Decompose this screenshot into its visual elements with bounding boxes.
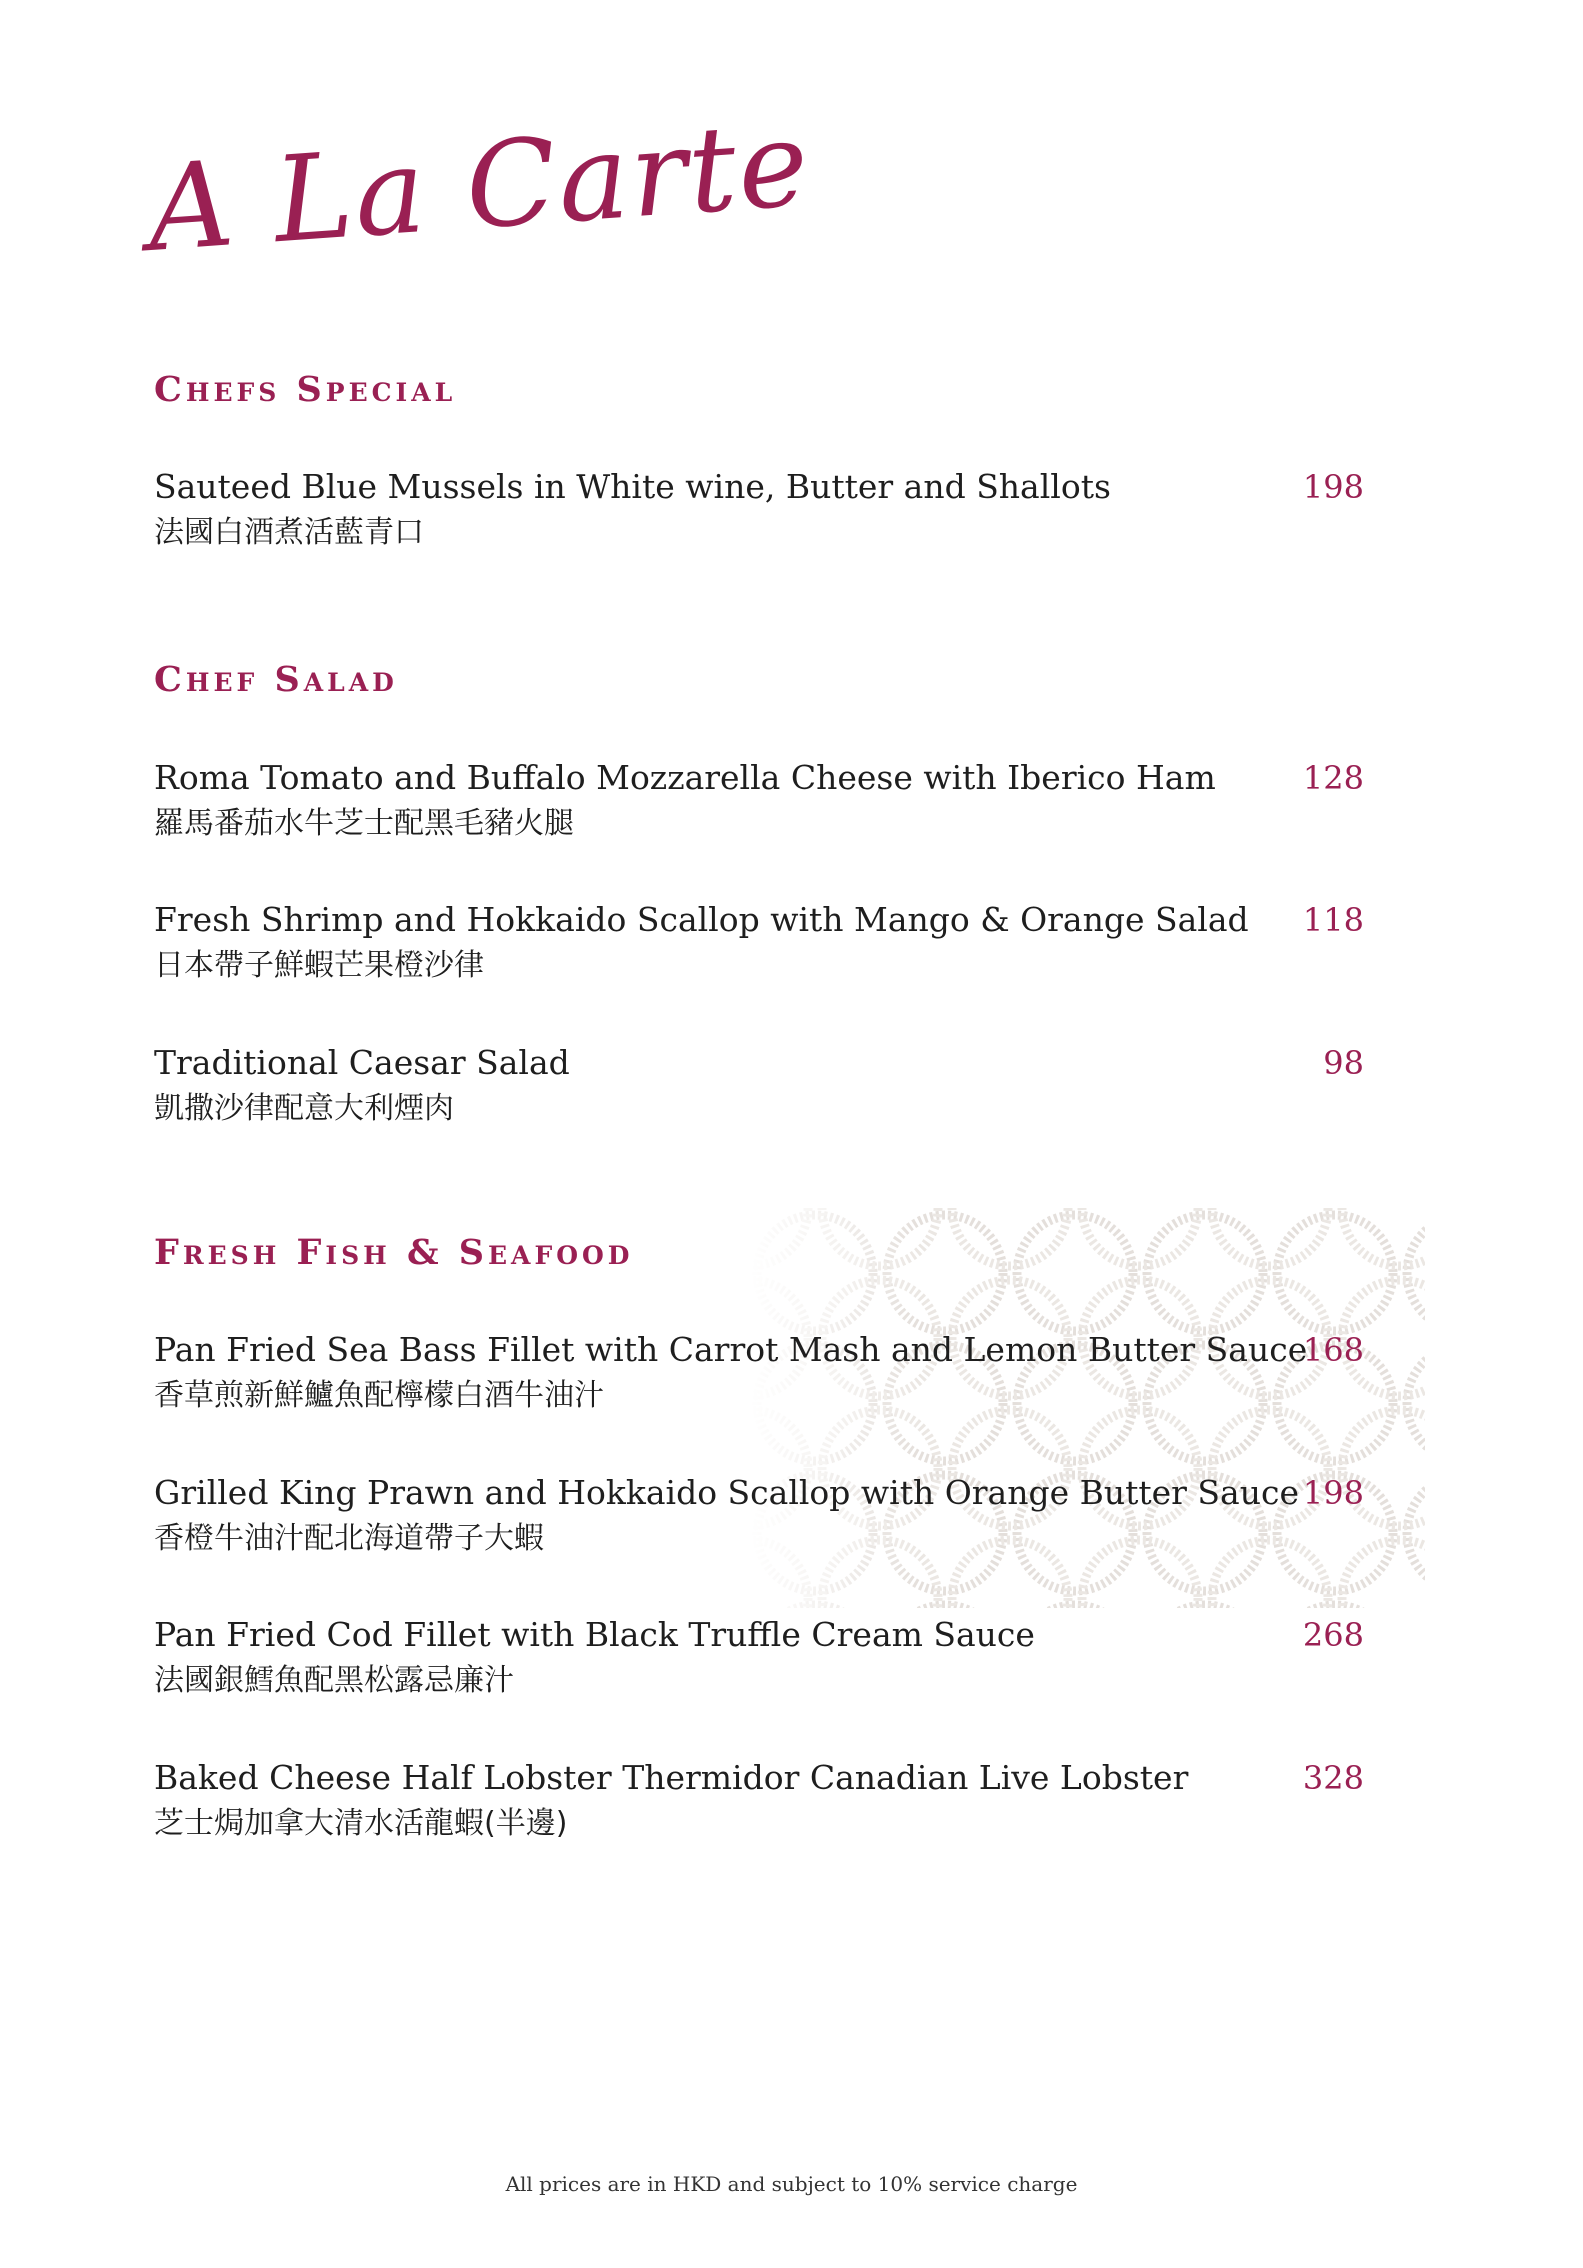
item-name-en: Fresh Shrimp and Hokkaido Scallop with Mango & Orange Salad [154,900,1249,939]
item-name-en: Sauteed Blue Mussels in White wine, Butter and Shallots [154,467,1111,506]
menu-item [154,1471,1364,1571]
item-price: 198 [1302,468,1364,506]
item-price: 198 [1302,1474,1364,1512]
menu-item [154,1328,1364,1428]
item-name-zh: 日本帶子鮮蝦芒果橙沙律 [154,948,484,983]
item-price: 328 [1302,1759,1364,1797]
item-name-zh: 香草煎新鮮鱸魚配檸檬白酒牛油汁 [154,1378,604,1413]
item-price: 98 [1323,1044,1364,1082]
item-price: 268 [1302,1616,1364,1654]
menu-item [154,465,1364,565]
menu-item [154,756,1364,856]
item-price: 168 [1302,1331,1364,1369]
section-heading-chef-salad: Chef Salad [154,659,398,700]
item-name-zh: 凱撒沙律配意大利煙肉 [154,1091,454,1126]
item-price: 128 [1302,759,1364,797]
item-name-en: Grilled King Prawn and Hokkaido Scallop with Orange Butter Sauce [154,1473,1299,1512]
menu-item [154,1756,1364,1856]
menu-item [154,1613,1364,1713]
item-name-en: Pan Fried Cod Fillet with Black Truffle Cream Sauce [154,1615,1035,1654]
item-name-zh: 法國白酒煮活藍青口 [154,515,424,550]
item-name-zh: 法國銀鱈魚配黑松露忌廉汁 [154,1663,514,1698]
section-heading-fresh-fish-seafood: Fresh Fish & Seafood [154,1232,634,1273]
page-title: A La Carte [143,94,815,278]
item-name-en: Pan Fried Sea Bass Fillet with Carrot Mash and Lemon Butter Sauce [154,1330,1308,1369]
menu-item [154,898,1364,998]
menu-item [154,1041,1364,1141]
section-heading-chefs-special: Chefs Special [154,369,457,410]
service-charge-note: All prices are in HKD and subject to 10% service charge [505,2172,1078,2196]
item-name-zh: 芝士焗加拿大清水活龍蝦(半邊) [154,1806,568,1841]
item-name-en: Roma Tomato and Buffalo Mozzarella Cheese with Iberico Ham [154,758,1216,797]
item-name-en: Baked Cheese Half Lobster Thermidor Canadian Live Lobster [154,1758,1189,1797]
item-price: 118 [1302,901,1364,939]
item-name-zh: 香橙牛油汁配北海道帶子大蝦 [154,1521,544,1556]
item-name-zh: 羅馬番茄水牛芝士配黑毛豬火腿 [154,806,574,841]
item-name-en: Traditional Caesar Salad [154,1043,570,1082]
